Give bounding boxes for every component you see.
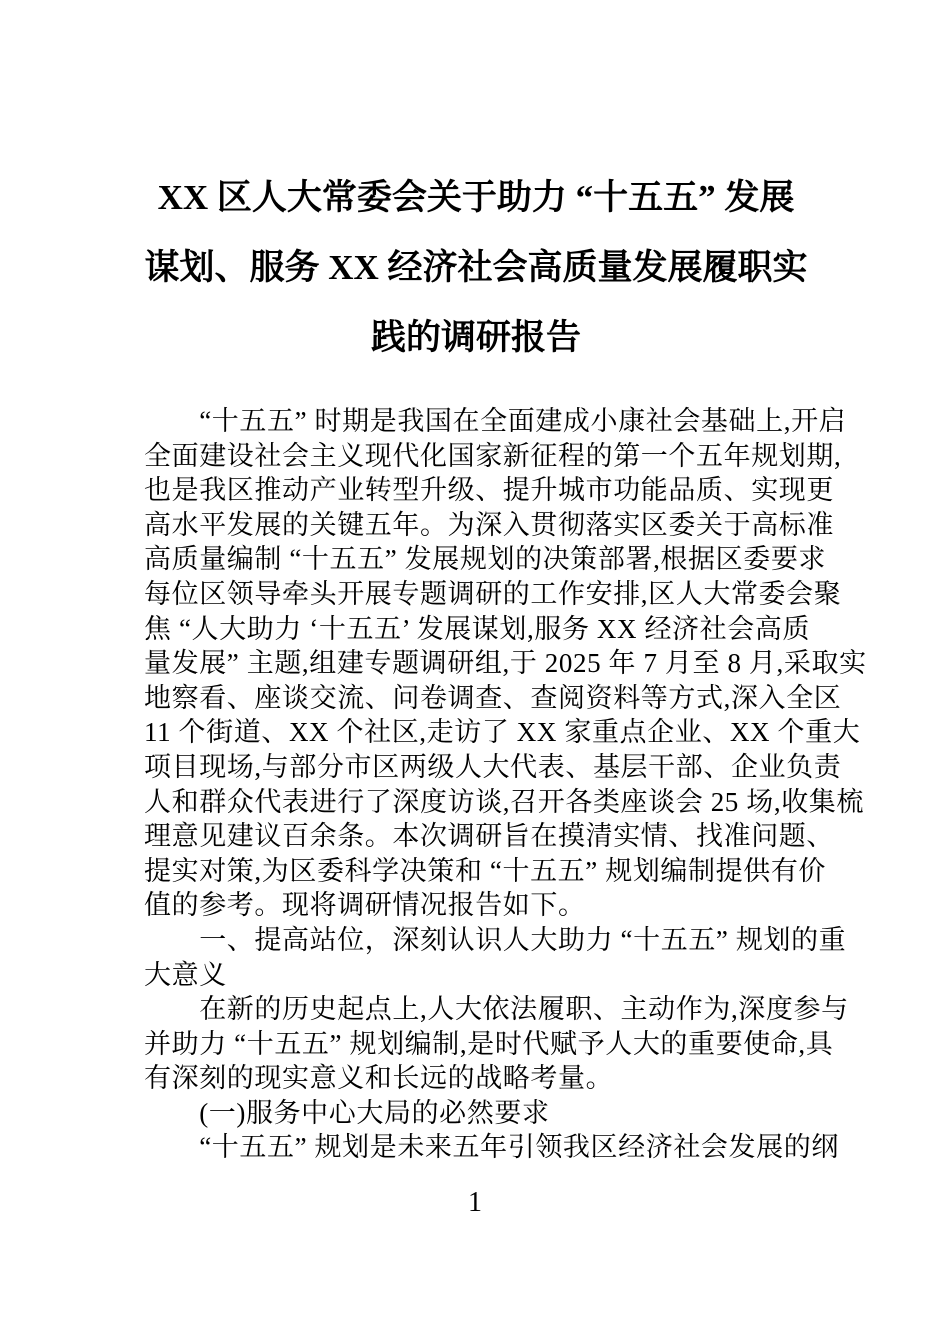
body-line: 大意义 bbox=[144, 959, 227, 990]
body-line: 理意见建议百余条。本次调研旨在摸清实情、找准问题、 bbox=[144, 821, 834, 852]
body-line: 11 个街道、XX 个社区,走访了 XX 家重点企业、XX 个重大 bbox=[144, 717, 861, 748]
document-body bbox=[144, 404, 867, 1165]
body-line: 高水平发展的关键五年。为深入贯彻落实区委关于高标准 bbox=[144, 509, 834, 540]
body-line: 量发展” 主题,组建专题调研组,于 2025 年 7 月至 8 月,采取实 bbox=[144, 648, 867, 679]
title-line: 践的调研报告 bbox=[370, 318, 581, 357]
body-line: “十五五” 规划是未来五年引领我区经济社会发展的纲 bbox=[144, 1132, 839, 1163]
body-line: (一)服务中心大局的必然要求 bbox=[144, 1097, 550, 1128]
document-title bbox=[144, 163, 808, 373]
body-line: 在新的历史起点上,人大依法履职、主动作为,深度参与 bbox=[144, 994, 849, 1025]
title-line: XX 区人大常委会关于助力 “十五五” 发展 bbox=[157, 178, 795, 217]
title-line: 谋划、服务 XX 经济社会高质量发展履职实 bbox=[144, 248, 808, 287]
body-line: 焦 “人大助力 ‘十五五’ 发展谋划,服务 XX 经济社会高质 bbox=[144, 613, 811, 644]
body-line: “十五五” 时期是我国在全面建成小康社会基础上,开启 bbox=[144, 406, 847, 436]
body-line: 地察看、座谈交流、问卷调查、查阅资料等方式,深入全区 bbox=[144, 682, 842, 713]
body-line: 提实对策,为区委科学决策和 “十五五” 规划编制提供有价 bbox=[144, 855, 827, 886]
body-line: 值的参考。现将调研情况报告如下。 bbox=[144, 890, 586, 921]
body-line: 也是我区推动产业转型升级、提升城市功能品质、实现更 bbox=[144, 475, 834, 506]
body-line: 每位区领导牵头开展专题调研的工作安排,区人大常委会聚 bbox=[144, 578, 842, 609]
body-line: 全面建设社会主义现代化国家新征程的第一个五年规划期, bbox=[144, 440, 842, 471]
page-number: 1 bbox=[468, 1187, 482, 1218]
body-line: 并助力 “十五五” 规划编制,是时代赋予人大的重要使命,具 bbox=[144, 1028, 834, 1059]
body-line: 人和群众代表进行了深度访谈,召开各类座谈会 25 场,收集梳 bbox=[144, 786, 864, 817]
body-line: 项目现场,与部分市区两级人大代表、基层干部、企业负责 bbox=[144, 751, 842, 782]
body-line: 有深刻的现实意义和长远的战略考量。 bbox=[144, 1063, 614, 1094]
body-line: 高质量编制 “十五五” 发展规划的决策部署,根据区委要求 bbox=[144, 544, 827, 575]
body-line: 一、提高站位，深刻认识人大助力 “十五五” 规划的重 bbox=[144, 924, 847, 955]
